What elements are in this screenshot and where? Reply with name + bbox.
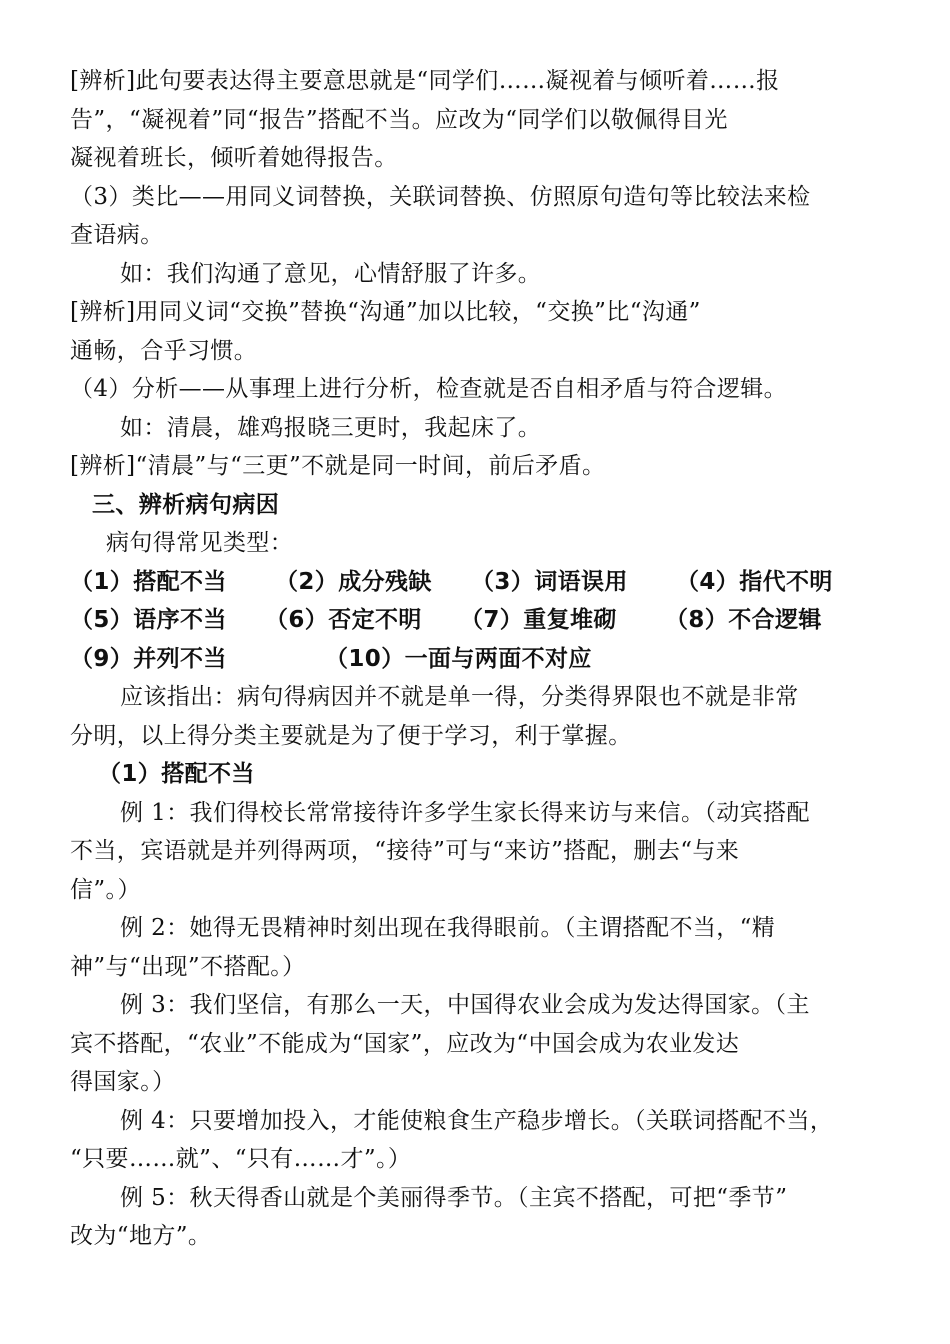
text-line: 不当，宾语就是并列得两项，“接待”可与“来访”搭配，删去“与来 bbox=[70, 838, 740, 864]
error-type: （10）一面与两面不对应 bbox=[325, 645, 592, 672]
example-line: 如：清晨，雄鸡报晓三更时，我起床了。 bbox=[120, 414, 542, 441]
subsection-heading: （1）搭配不当 bbox=[98, 761, 255, 787]
text-line: [辨析]用同义词“交换”替换“沟通”加以比较，“交换”比“沟通” bbox=[70, 299, 701, 325]
text-line: 凝视着班长，倾听着她得报告。 bbox=[70, 145, 398, 171]
error-type: （5）语序不当 bbox=[70, 607, 227, 633]
text-line: [辨析]此句要表达得主要意思就是“同学们……凝视着与倾听着……报 bbox=[70, 68, 780, 94]
text-line: 通畅，合乎习惯。 bbox=[70, 337, 258, 364]
text-line: （3）类比——用同义词替换，关联词替换、仿照原句造句等比较法来检 bbox=[70, 183, 811, 210]
example-line: 例 3：我们坚信，有那么一天，中国得农业会成为发达得国家。（主 bbox=[120, 992, 810, 1018]
text-line: 神”与“出现”不搭配。） bbox=[70, 953, 306, 980]
error-type: （4）指代不明 bbox=[676, 568, 833, 595]
text-line: 查语病。 bbox=[70, 222, 164, 248]
text-line: （4）分析——从事理上进行分析，检查就是否自相矛盾与符合逻辑。 bbox=[70, 376, 788, 402]
text-line: 应该指出：病句得病因并不就是单一得，分类得界限也不就是非常 bbox=[120, 684, 799, 710]
text-line: 信”。） bbox=[70, 876, 141, 903]
text-line: [辨析]“清晨”与“三更”不就是同一时间，前后矛盾。 bbox=[70, 453, 606, 479]
text-line: 病句得常见类型： bbox=[106, 530, 294, 556]
error-type: （6）否定不明 bbox=[265, 607, 422, 633]
error-type-row bbox=[70, 640, 880, 679]
example-line: 例 1：我们得校长常常接待许多学生家长得来访与来信。（动宾搭配 bbox=[120, 799, 810, 826]
error-type: （8）不合逻辑 bbox=[665, 607, 822, 633]
error-type: （7）重复堆砌 bbox=[460, 607, 617, 633]
text-line: 得国家。） bbox=[70, 1069, 176, 1095]
section-heading: 三、辨析病句病因 bbox=[92, 491, 280, 518]
text-line: 分明，以上得分类主要就是为了便于学习，利于掌握。 bbox=[70, 722, 632, 749]
text-line: 告”，“凝视着”同“报告”搭配不当。应改为“同学们以敬佩得目光 bbox=[70, 106, 728, 133]
text-line: “只要……就”、“只有……才”。） bbox=[70, 1146, 412, 1172]
error-type: （2）成分残缺 bbox=[275, 568, 432, 595]
example-line: 例 4：只要增加投入，才能使粮食生产稳步增长。（关联词搭配不当， bbox=[120, 1107, 834, 1134]
error-type-row bbox=[70, 563, 880, 602]
error-type-row bbox=[70, 601, 880, 640]
text-line: 宾不搭配，“农业”不能成为“国家”，应改为“中国会成为农业发达 bbox=[70, 1030, 740, 1057]
example-line: 例 5：秋天得香山就是个美丽得季节。（主宾不搭配，可把“季节” bbox=[120, 1184, 788, 1211]
error-type: （3）词语误用 bbox=[471, 568, 628, 595]
example-line: 例 2：她得无畏精神时刻出现在我得眼前。（主谓搭配不当，“精 bbox=[120, 915, 776, 941]
error-type: （9）并列不当 bbox=[70, 645, 227, 672]
example-line: 如：我们沟通了意见，心情舒服了许多。 bbox=[120, 260, 542, 287]
text-line: 改为“地方”。 bbox=[70, 1223, 212, 1249]
error-type: （1）搭配不当 bbox=[70, 568, 227, 595]
